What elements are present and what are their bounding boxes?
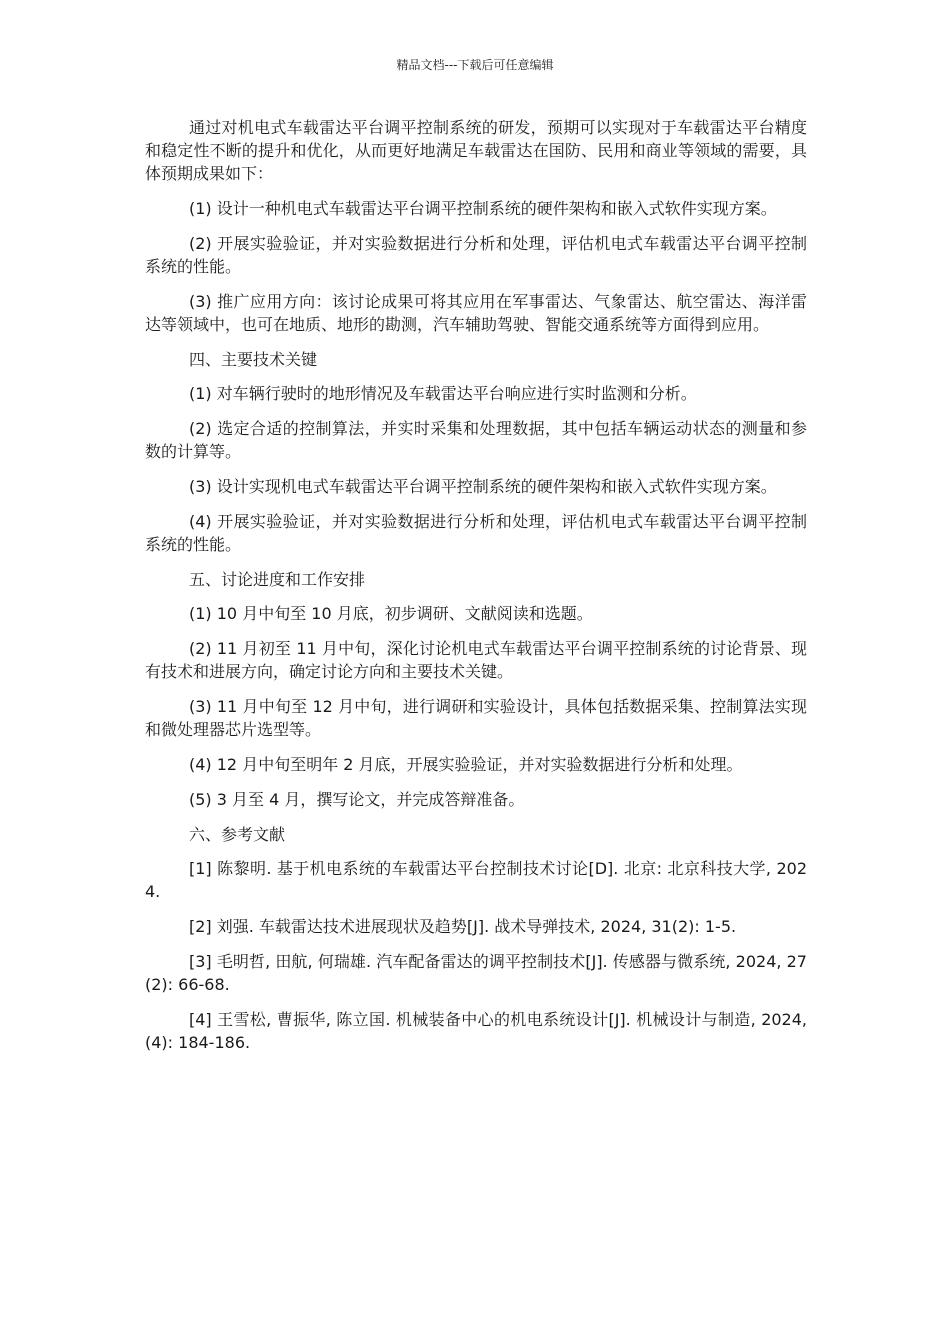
- outcome-item-2: (2) 开展实验验证，并对实验数据进行分析和处理，评估机电式车载雷达平台调平控制系统的性能。: [145, 234, 807, 276]
- key-tech-item-2: (2) 选定合适的控制算法，并实时采集和处理数据，其中包括车辆运动状态的测量和参数的计算等。: [145, 419, 807, 461]
- key-tech-item-3: (3) 设计实现机电式车载雷达平台调平控制系统的硬件架构和嵌入式软件实现方案。: [189, 477, 777, 496]
- section-heading-schedule: 五、讨论进度和工作安排: [189, 570, 366, 589]
- schedule-item-2: (2) 11 月初至 11 月中旬，深化讨论机电式车载雷达平台调平控制系统的讨论背景、现有技术和进展方向，确定讨论方向和主要技术关键。: [145, 639, 807, 681]
- schedule-item-1: (1) 10 月中旬至 10 月底，初步调研、文献阅读和选题。: [189, 604, 593, 623]
- section-heading-references: 六、参考文献: [189, 825, 286, 844]
- reference-item-1: [1] 陈黎明. 基于机电系统的车载雷达平台控制技术讨论[D]. 北京: 北京科技大学, 2024.: [145, 859, 807, 901]
- key-tech-item-1: (1) 对车辆行驶时的地形情况及车载雷达平台响应进行实时监测和分析。: [189, 384, 697, 403]
- section-heading-key-tech: 四、主要技术关键: [189, 350, 318, 369]
- schedule-item-3: (3) 11 月中旬至 12 月中旬，进行调研和实验设计，具体包括数据采集、控制算法实现和微处理器芯片选型等。: [145, 697, 807, 739]
- outcome-item-1: (1) 设计一种机电式车载雷达平台调平控制系统的硬件架构和嵌入式软件实现方案。: [189, 199, 777, 218]
- intro-paragraph: 通过对机电式车载雷达平台调平控制系统的研发，预期可以实现对于车载雷达平台精度和稳定性不断的提升和优化，从而更好地满足车载雷达在国防、民用和商业等领域的需要，具体预期成果如下：: [145, 118, 807, 183]
- document-body: [145, 116, 807, 1066]
- reference-item-3: [3] 毛明哲, 田航, 何瑞雄. 汽车配备雷达的调平控制技术[J]. 传感器与微系统, 2024, 27(2): 66-68.: [145, 952, 807, 994]
- page-header: 精品文档---下载后可任意编辑: [396, 58, 554, 72]
- schedule-item-4: (4) 12 月中旬至明年 2 月底，开展实验验证，并对实验数据进行分析和处理。: [189, 755, 743, 774]
- reference-item-4: [4] 王雪松, 曹振华, 陈立国. 机械装备中心的机电系统设计[J]. 机械设计与制造, 2024, (4): 184-186.: [145, 1010, 807, 1052]
- outcome-item-3: (3) 推广应用方向：该讨论成果可将其应用在军事雷达、气象雷达、航空雷达、海洋雷达等领域中，也可在地质、地形的勘测，汽车辅助驾驶、智能交通系统等方面得到应用。: [145, 292, 807, 334]
- schedule-item-5: (5) 3 月至 4 月，撰写论文，并完成答辩准备。: [189, 790, 525, 809]
- reference-item-2: [2] 刘强. 车载雷达技术进展现状及趋势[J]. 战术导弹技术, 2024, 31(2): 1-5.: [189, 917, 737, 936]
- key-tech-item-4: (4) 开展实验验证，并对实验数据进行分析和处理，评估机电式车载雷达平台调平控制系统的性能。: [145, 512, 807, 554]
